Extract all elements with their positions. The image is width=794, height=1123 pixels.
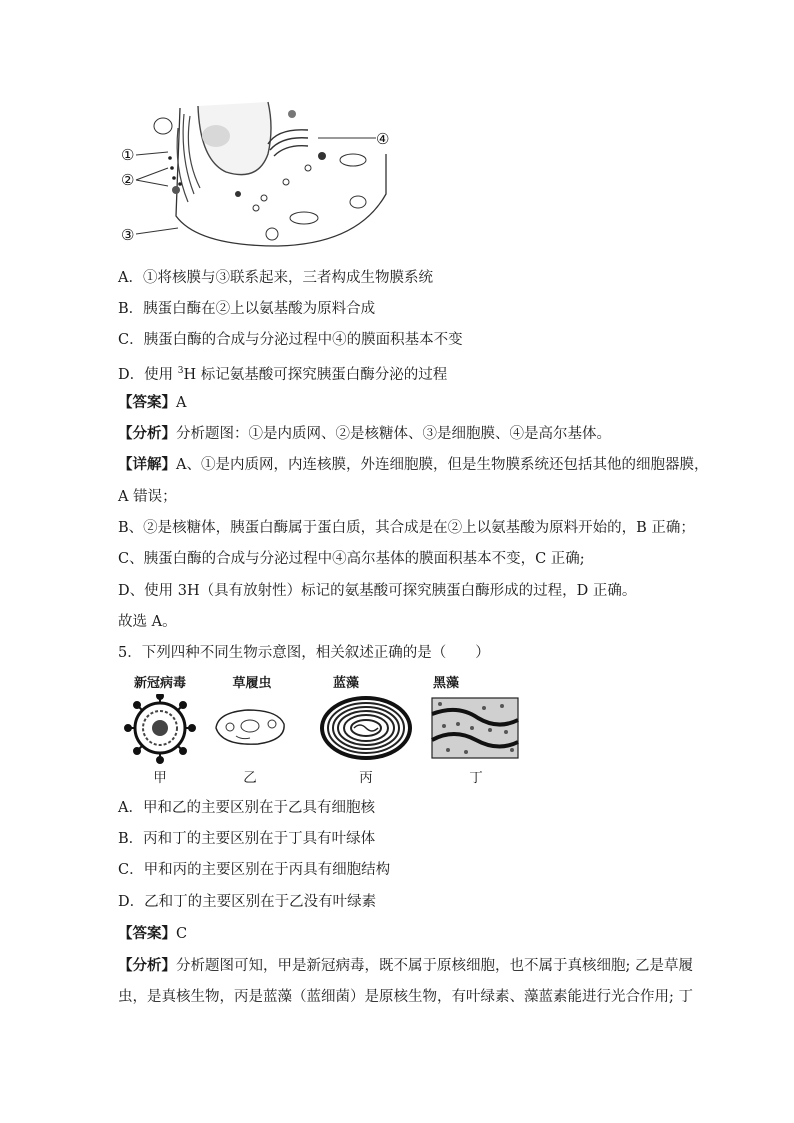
q4-detail-3: B、②是核糖体，胰蛋白酶属于蛋白质，其合成是在②上以氨基酸为原料开始的，B 正确； [118, 520, 695, 536]
q5-option-a: A．甲和乙的主要区别在于乙具有细胞核 [118, 800, 375, 816]
q4-analysis-tag: 【分析】 [118, 425, 176, 442]
q5-answer [118, 924, 187, 944]
q5-option-b: B．丙和丁的主要区别在于丁具有叶绿体 [118, 831, 376, 847]
q5-analysis-tag: 【分析】 [118, 957, 176, 974]
label-4: ④ [376, 130, 390, 148]
q4-detail-4: C、胰蛋白酶的合成与分泌过程中④高尔基体的膜面积基本不变，C 正确; [118, 551, 585, 567]
q5-answer-tag: 【答案】 [118, 925, 176, 942]
paramecium-drawing [216, 710, 284, 744]
organism-label-1: 甲 [153, 770, 167, 786]
q5-option-d: D．乙和丁的主要区别在于乙没有叶绿素 [118, 894, 377, 910]
q4-detail-tag: 【详解】 [118, 456, 176, 473]
q4-detail-1 [118, 455, 708, 475]
cyanobacteria-drawing [320, 696, 412, 760]
organism-name-1: 新冠病毒 [133, 676, 186, 691]
q4-answer-value: A [176, 395, 187, 411]
organism-label-3: 丙 [359, 770, 373, 786]
q5-option-c: C．甲和丙的主要区别在于丙具有细胞结构 [118, 862, 391, 878]
q4-analysis [118, 424, 611, 444]
q4-option-d [118, 361, 447, 385]
organism-label-2: 乙 [243, 770, 257, 786]
q4-detail-2: A 错误； [118, 489, 177, 505]
q5-stem: 5．下列四种不同生物示意图，相关叙述正确的是（ ） [118, 645, 490, 661]
label-1: ① [121, 146, 135, 164]
q4-option-d-sup: 3 [177, 366, 184, 376]
q4-option-d-post: H 标记氨基酸可探究胰蛋白酶分泌的过程 [183, 366, 448, 383]
q5-answer-value: C [176, 926, 188, 942]
q4-answer-tag: 【答案】 [118, 394, 176, 411]
organism-name-2: 草履虫 [232, 676, 272, 691]
q4-answer [118, 393, 186, 413]
organism-label-4: 丁 [469, 770, 483, 786]
q4-detail-5: D、使用 3H（具有放射性）标记的氨基酸可探究胰蛋白酶形成的过程，D 正确。 [118, 583, 637, 599]
cell-diagram [118, 98, 408, 248]
q4-option-c: C．胰蛋白酶的合成与分泌过程中④的膜面积基本不变 [118, 332, 463, 348]
label-2: ② [121, 171, 135, 189]
cell-diagram-svg [118, 98, 408, 248]
q4-conclusion: 故选 A。 [118, 614, 177, 630]
q4-analysis-text: 分析题图：①是内质网、②是核糖体、③是细胞膜、④是高尔基体。 [176, 426, 611, 442]
q5-analysis-text-1: 分析题图可知，甲是新冠病毒，既不属于原核细胞，也不属于真核细胞; 乙是草履 [176, 958, 693, 974]
virus-drawing [125, 694, 195, 763]
q4-option-b: B．胰蛋白酶在②上以氨基酸为原料合成 [118, 301, 376, 317]
organism-name-3: 蓝藻 [332, 676, 359, 691]
organism-drawings [118, 694, 538, 764]
label-3: ③ [121, 226, 135, 244]
q4-option-a: A．①将核膜与③联系起来，三者构成生物膜系统 [118, 270, 433, 286]
q4-option-d-pre: D．使用 [118, 366, 178, 383]
q4-detail-text-1: A、①是内质网，内连核膜，外连细胞膜，但是生物膜系统还包括其他的细胞器膜， [176, 457, 709, 473]
q5-analysis-2: 虫，是真核生物，丙是蓝藻（蓝细菌）是原核生物，有叶绿素、藻蓝素能进行光合作用; 丁 [118, 989, 693, 1005]
black-algae-drawing [432, 698, 518, 758]
q5-analysis-1 [118, 956, 693, 976]
organism-figure [118, 672, 538, 784]
organism-name-4: 黑藻 [432, 676, 459, 691]
